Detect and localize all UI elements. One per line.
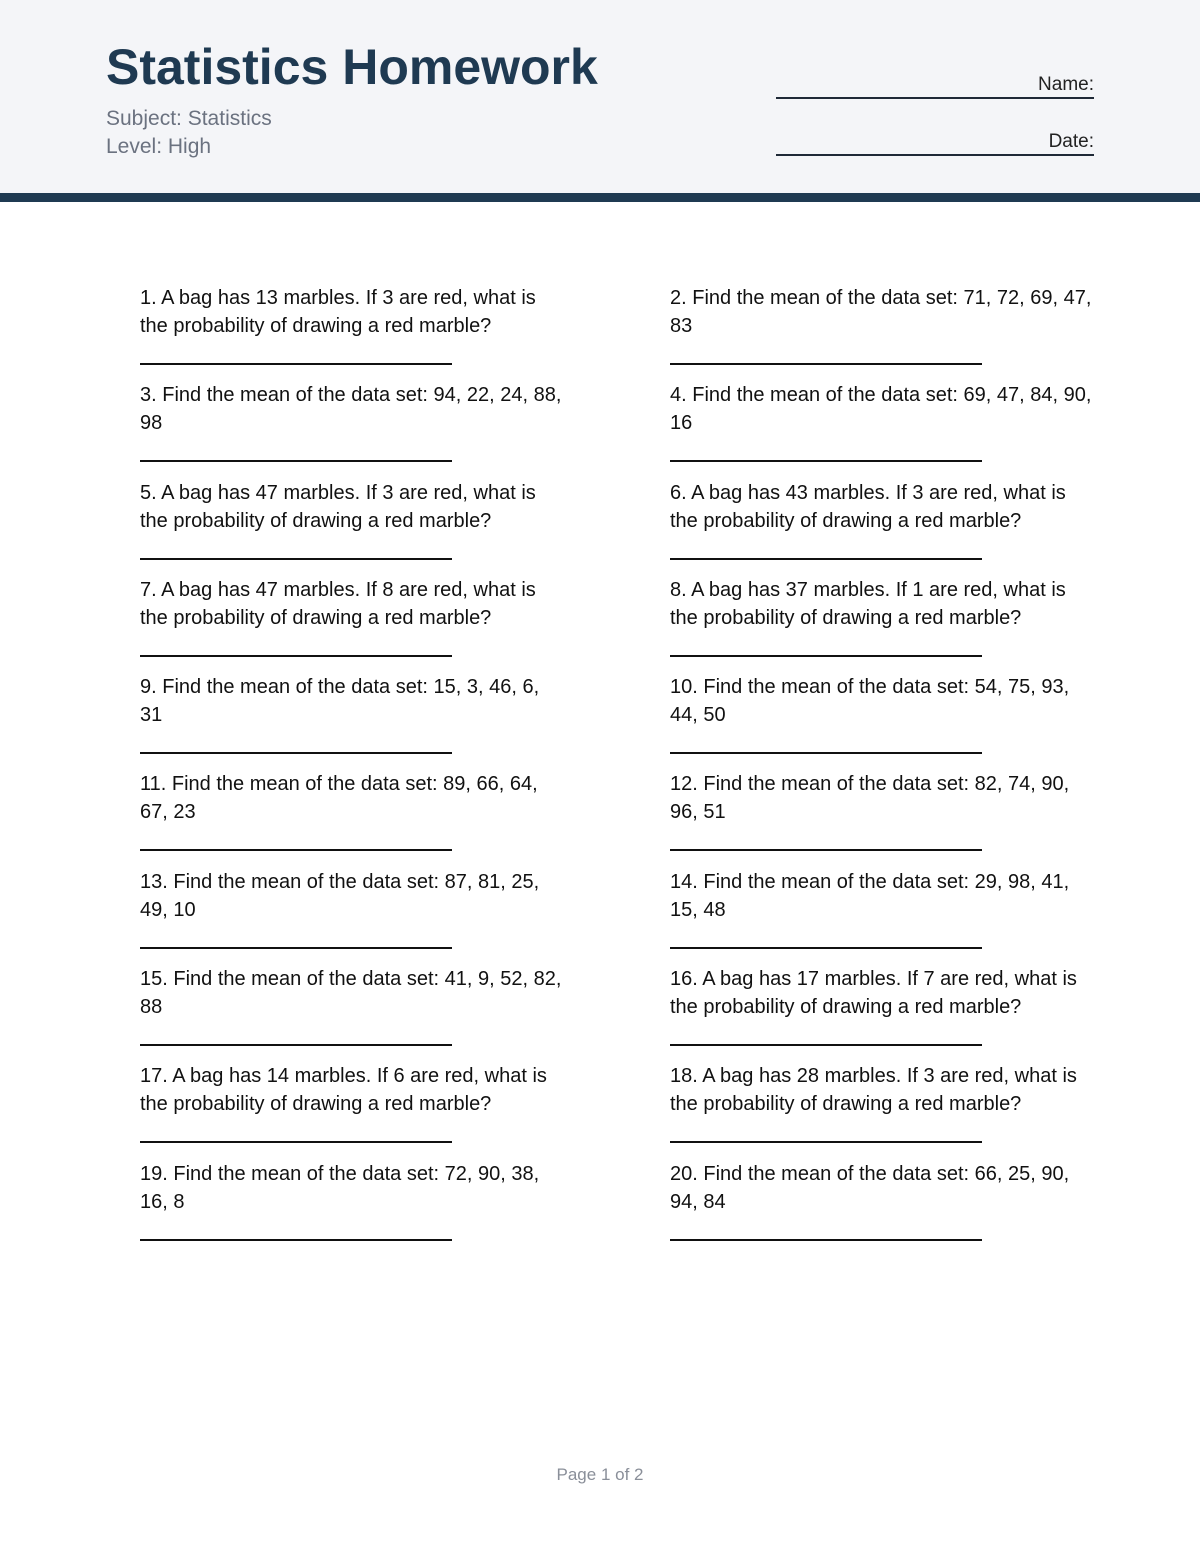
answer-line[interactable]	[140, 363, 452, 365]
question-5	[140, 479, 670, 576]
answer-line[interactable]	[140, 947, 452, 949]
name-label: Name:	[1038, 74, 1094, 95]
question-text: 20. Find the mean of the data set: 66, 25, 90, 94, 84	[670, 1162, 1070, 1213]
date-field[interactable]	[776, 131, 1094, 156]
question-2	[670, 284, 1100, 381]
question-text: 3. Find the mean of the data set: 94, 22, 24, 88, 98	[140, 384, 562, 435]
question-text: 1. A bag has 13 marbles. If 3 are red, what is the probability of drawing a red marble?	[140, 287, 536, 337]
question-18	[670, 1062, 1100, 1159]
question-text: 12. Find the mean of the data set: 82, 74, 90, 96, 51	[670, 773, 1070, 824]
date-label: Date:	[1048, 131, 1094, 152]
header-divider	[0, 193, 1200, 202]
question-10	[670, 673, 1100, 770]
answer-line[interactable]	[140, 1239, 452, 1241]
answer-line[interactable]	[140, 849, 452, 851]
page-title: Statistics Homework	[106, 39, 598, 95]
answer-line[interactable]	[140, 558, 452, 560]
question-4	[670, 381, 1100, 478]
question-text: 14. Find the mean of the data set: 29, 98, 41, 15, 48	[670, 870, 1070, 921]
question-8	[670, 576, 1100, 673]
question-19	[140, 1160, 670, 1257]
question-14	[670, 868, 1100, 965]
answer-line[interactable]	[140, 460, 452, 462]
question-16	[670, 965, 1100, 1062]
level-label: Level: High	[106, 135, 212, 158]
question-9	[140, 673, 670, 770]
answer-line[interactable]	[140, 752, 452, 754]
question-text: 2. Find the mean of the data set: 71, 72, 69, 47, 83	[670, 287, 1092, 337]
question-15	[140, 965, 670, 1062]
question-text: 18. A bag has 28 marbles. If 3 are red, what is the probability of drawing a red marble?	[670, 1065, 1077, 1116]
question-11	[140, 770, 670, 867]
question-text: 7. A bag has 47 marbles. If 8 are red, what is the probability of drawing a red marble?	[140, 578, 536, 629]
question-text: 13. Find the mean of the data set: 87, 81, 25, 49, 10	[140, 870, 540, 921]
question-text: 16. A bag has 17 marbles. If 7 are red, what is the probability of drawing a red marble?	[670, 968, 1077, 1019]
question-3	[140, 381, 670, 478]
answer-line[interactable]	[670, 1044, 982, 1046]
question-text: 10. Find the mean of the data set: 54, 75, 93, 44, 50	[670, 676, 1070, 727]
answer-line[interactable]	[670, 752, 982, 754]
question-7	[140, 576, 670, 673]
question-text: 19. Find the mean of the data set: 72, 90, 38, 16, 8	[140, 1162, 540, 1213]
page-number: Page 1 of 2	[556, 1465, 644, 1484]
name-field[interactable]	[776, 74, 1094, 99]
question-text: 5. A bag has 47 marbles. If 3 are red, what is the probability of drawing a red marble?	[140, 481, 536, 532]
answer-line[interactable]	[670, 1141, 982, 1143]
question-20	[670, 1160, 1100, 1257]
answer-line[interactable]	[140, 655, 452, 657]
answer-line[interactable]	[670, 558, 982, 560]
answer-line[interactable]	[140, 1044, 452, 1046]
answer-line[interactable]	[670, 1239, 982, 1241]
question-1	[140, 284, 670, 381]
answer-line[interactable]	[670, 460, 982, 462]
question-text: 8. A bag has 37 marbles. If 1 are red, what is the probability of drawing a red marble?	[670, 578, 1066, 629]
answer-line[interactable]	[670, 849, 982, 851]
answer-line[interactable]	[670, 363, 982, 365]
question-6	[670, 479, 1100, 576]
question-grid	[140, 284, 1100, 1257]
question-13	[140, 868, 670, 965]
question-text: 17. A bag has 14 marbles. If 6 are red, what is the probability of drawing a red marble?	[140, 1065, 547, 1116]
question-12	[670, 770, 1100, 867]
answer-line[interactable]	[670, 947, 982, 949]
question-text: 6. A bag has 43 marbles. If 3 are red, what is the probability of drawing a red marble?	[670, 481, 1066, 532]
answer-line[interactable]	[670, 655, 982, 657]
subject-label: Subject: Statistics	[106, 107, 272, 130]
question-text: 9. Find the mean of the data set: 15, 3, 46, 6, 31	[140, 676, 540, 727]
question-text: 15. Find the mean of the data set: 41, 9, 52, 82, 88	[140, 968, 562, 1019]
question-17	[140, 1062, 670, 1159]
question-text: 11. Find the mean of the data set: 89, 66, 64, 67, 23	[140, 773, 538, 824]
page-header	[0, 0, 1200, 193]
question-text: 4. Find the mean of the data set: 69, 47, 84, 90, 16	[670, 384, 1092, 435]
answer-line[interactable]	[140, 1141, 452, 1143]
